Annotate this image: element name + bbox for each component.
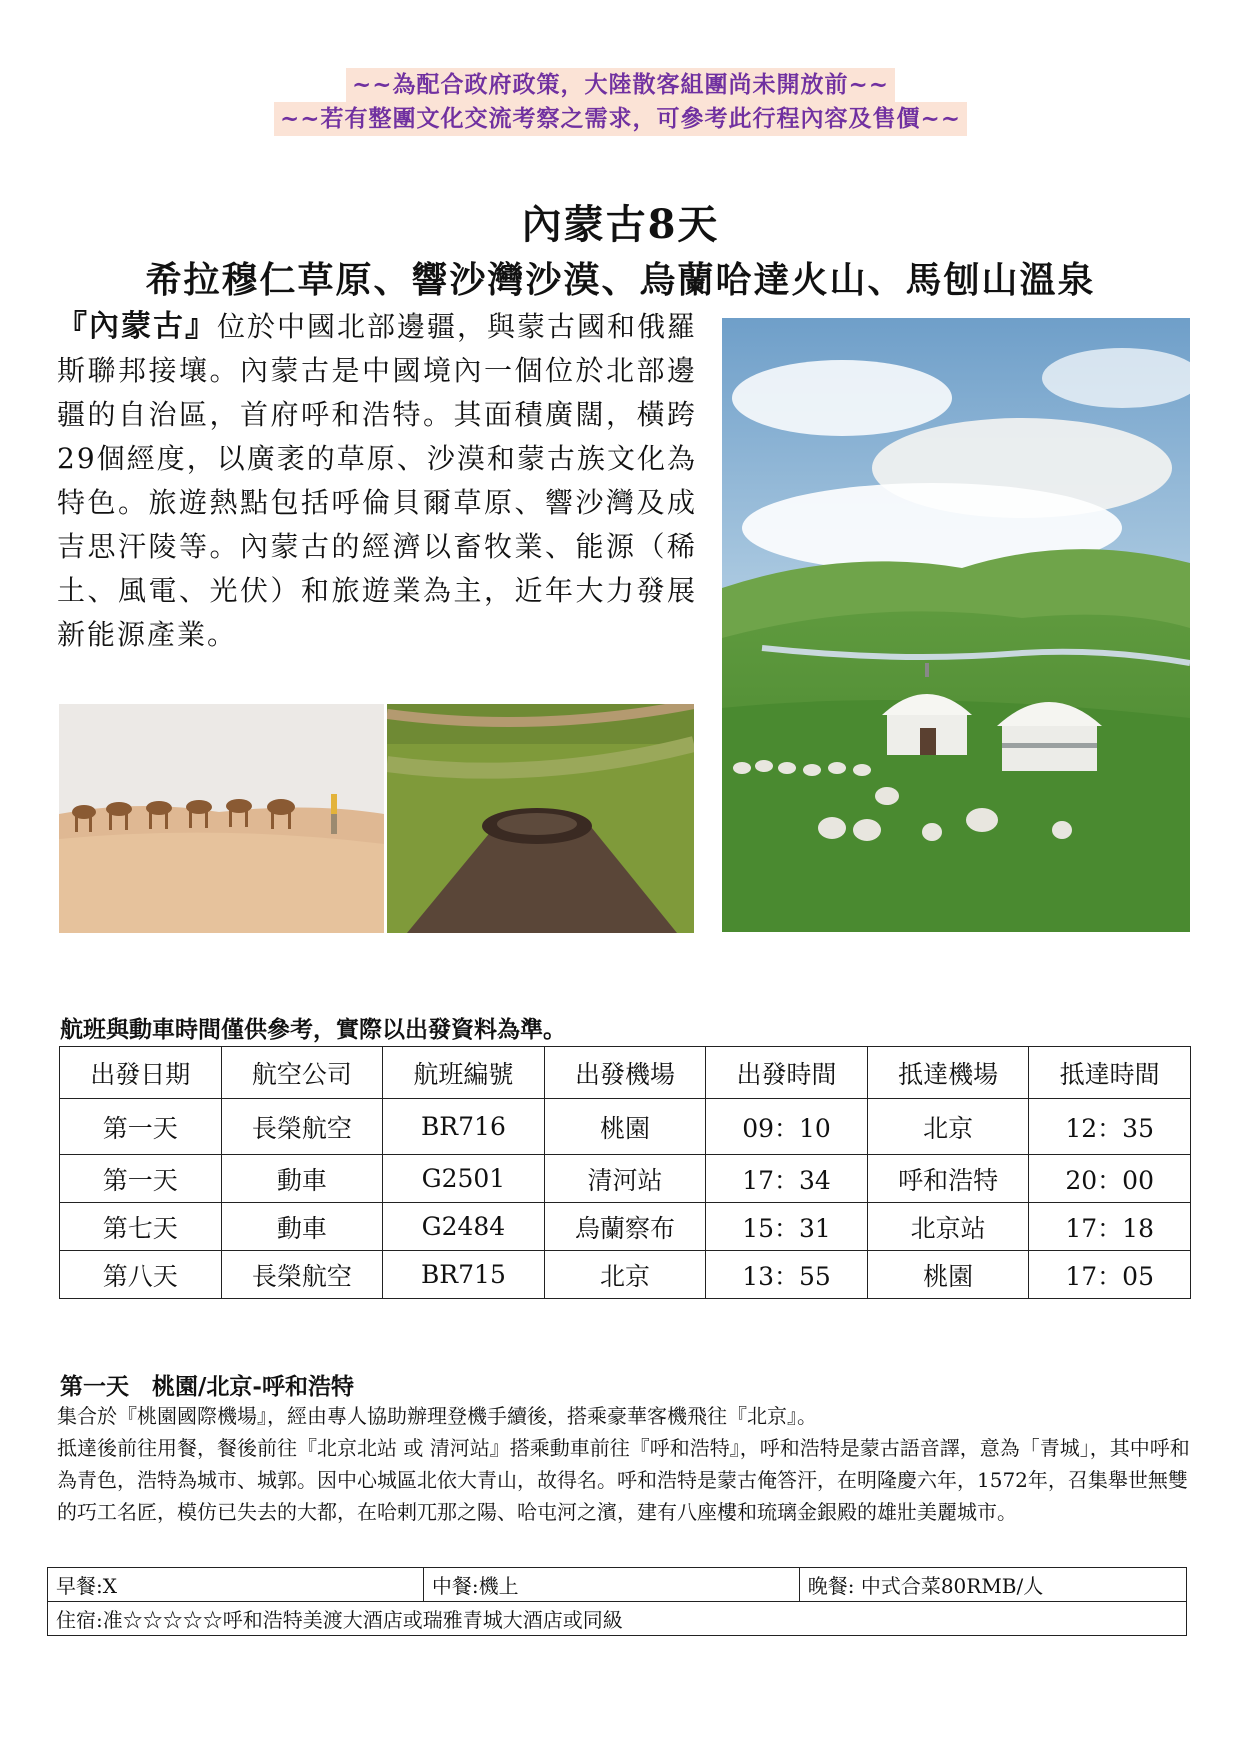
dinner-cell: 晚餐: 中式合菜80RMB/人 (799, 1568, 1186, 1602)
table-cell: 桃園 (867, 1251, 1029, 1299)
day1-heading: 第一天 桃園/北京-呼和浩特 (60, 1373, 354, 1400)
day1-paragraph: 抵達後前往用餐，餐後前往『北京北站 或 清河站』搭乘動車前往『呼和浩特』，呼和浩特是蒙古語音譯，意為「青城」，其中呼和為青色，浩特為城市、城郭。因中心城區北依大青山，故得名。呼和浩特是蒙古俺答汗，在明隆慶六年，1572年，召集舉世無雙的巧工名匠，模仿已失去的大都，在哈剌兀那之陽、哈屯河之濱，建有八座樓和琉璃金銀殿的雄壯美麗城市。 (57, 1436, 1190, 1524)
page-title: 內蒙古8天 (521, 201, 720, 248)
table-cell: 17：34 (706, 1155, 868, 1203)
meals-row (48, 1568, 1187, 1602)
column-header: 抵達機場 (867, 1047, 1029, 1099)
day1-paragraph: 集合於『桃園國際機場』，經由專人協助辦理登機手續後，搭乘豪華客機飛往『北京』。 (57, 1404, 817, 1428)
table-cell: 長榮航空 (221, 1251, 383, 1299)
table-cell: 長榮航空 (221, 1099, 383, 1155)
column-header: 出發機場 (544, 1047, 706, 1099)
hotel-row (48, 1602, 1187, 1636)
intro-paragraph (57, 305, 697, 657)
table-cell: 09：10 (706, 1099, 868, 1155)
table-cell: 清河站 (544, 1155, 706, 1203)
desert-camel-photo (59, 704, 384, 933)
table-cell: G2501 (383, 1155, 545, 1203)
hotel-cell: 住宿:准☆☆☆☆☆呼和浩特美渡大酒店或瑞雅青城大酒店或同級 (48, 1602, 1187, 1636)
table-cell: 13：55 (706, 1251, 868, 1299)
intro-highlight: 『內蒙古』 (57, 309, 217, 344)
page-subtitle: 希拉穆仁草原、響沙灣沙漠、烏蘭哈達火山、馬刨山溫泉 (145, 259, 1096, 301)
table-row (60, 1251, 1191, 1299)
day1-meals-table (47, 1567, 1187, 1636)
table-cell: 第七天 (60, 1203, 222, 1251)
column-header: 航班編號 (383, 1047, 545, 1099)
breakfast-cell: 早餐:X (48, 1568, 424, 1602)
table-row (60, 1099, 1191, 1155)
lunch-cell: 中餐:機上 (423, 1568, 799, 1602)
table-cell: G2484 (383, 1203, 545, 1251)
table-cell: 第一天 (60, 1099, 222, 1155)
table-cell: 北京站 (867, 1203, 1029, 1251)
table-cell: 呼和浩特 (867, 1155, 1029, 1203)
table-cell: 第八天 (60, 1251, 222, 1299)
table-row (60, 1203, 1191, 1251)
column-header: 出發時間 (706, 1047, 868, 1099)
notice-line-1: ~~為配合政府政策，大陸散客組團尚未開放前~~ (0, 68, 1241, 102)
table-row (60, 1155, 1191, 1203)
flight-schedule-table (59, 1046, 1191, 1299)
column-header: 航空公司 (221, 1047, 383, 1099)
table-cell: 動車 (221, 1203, 383, 1251)
flight-note: 航班與動車時間僅供參考，實際以出發資料為準。 (60, 1016, 566, 1043)
table-cell: 北京 (544, 1251, 706, 1299)
volcano-photo (387, 704, 694, 933)
table-cell: 15：31 (706, 1203, 868, 1251)
table-cell: 第一天 (60, 1155, 222, 1203)
table-cell: 動車 (221, 1155, 383, 1203)
intro-text: 位於中國北部邊疆，與蒙古國和俄羅斯聯邦接壤。內蒙古是中國境內一個位於北部邊疆的自治區，首府呼和浩特。其面積廣闊，橫跨29個經度，以廣袤的草原、沙漠和蒙古族文化為特色。旅遊熱點包括呼倫貝爾草原、響沙灣及成吉思汗陵等。內蒙古的經濟以畜牧業、能源（稀土、風電、光伏）和旅遊業為主，近年大力發展新能源產業。 (57, 310, 698, 651)
table-cell: 17：18 (1029, 1203, 1191, 1251)
notice-line-2: ~~若有整團文化交流考察之需求，可參考此行程內容及售價~~ (0, 102, 1241, 136)
table-cell: 桃園 (544, 1099, 706, 1155)
grassland-yurt-photo (722, 318, 1190, 932)
table-header-row (60, 1047, 1191, 1099)
day1-description (57, 1400, 1192, 1528)
table-cell: 烏蘭察布 (544, 1203, 706, 1251)
table-cell: 12：35 (1029, 1099, 1191, 1155)
column-header: 出發日期 (60, 1047, 222, 1099)
table-cell: BR715 (383, 1251, 545, 1299)
table-cell: BR716 (383, 1099, 545, 1155)
table-cell: 17：05 (1029, 1251, 1191, 1299)
table-cell: 20：00 (1029, 1155, 1191, 1203)
table-cell: 北京 (867, 1099, 1029, 1155)
column-header: 抵達時間 (1029, 1047, 1191, 1099)
